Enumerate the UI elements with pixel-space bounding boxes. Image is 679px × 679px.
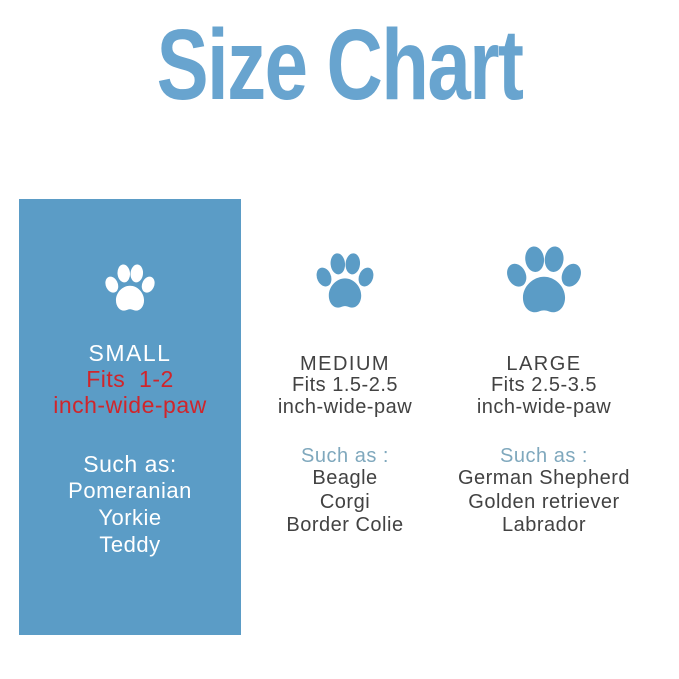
paw-width-unit-small: inch-wide-paw (53, 392, 207, 418)
size-label-medium: MEDIUM (299, 353, 391, 375)
paw-icon (442, 240, 646, 320)
fits-range-small: Fits 1-2 (86, 366, 174, 392)
breed-item: Beagle (312, 467, 378, 489)
page-title (0, 9, 679, 121)
such-as-label-medium: Such as : (301, 445, 389, 467)
fits-range-large: Fits 2.5-3.5 (490, 374, 598, 396)
column-small (19, 199, 241, 635)
paw-icon (251, 248, 439, 314)
such-as-label-large: Such as : (500, 445, 588, 467)
size-label-large: LARGE (506, 353, 582, 375)
breed-item: Border Colie (286, 514, 404, 536)
such-as-label-small: Such as: (83, 451, 177, 477)
size-label-small: SMALL (88, 340, 172, 366)
paw-icon (19, 199, 241, 316)
breed-item: Yorkie (98, 505, 162, 530)
column-large (442, 240, 646, 538)
page-title-text: Size Chart (156, 9, 523, 121)
breed-item: Corgi (319, 490, 371, 513)
paw-width-unit-large: inch-wide-paw (476, 395, 612, 418)
breed-item: Golden retriever (468, 490, 620, 513)
column-medium (251, 248, 439, 538)
paw-width-unit-medium: inch-wide-paw (277, 395, 413, 418)
breed-item: Pomeranian (68, 478, 192, 503)
breed-item: Teddy (99, 532, 161, 557)
breed-item: German Shepherd (457, 467, 631, 489)
fits-range-medium: Fits 1.5-2.5 (291, 374, 399, 396)
breed-item: Labrador (501, 514, 587, 536)
